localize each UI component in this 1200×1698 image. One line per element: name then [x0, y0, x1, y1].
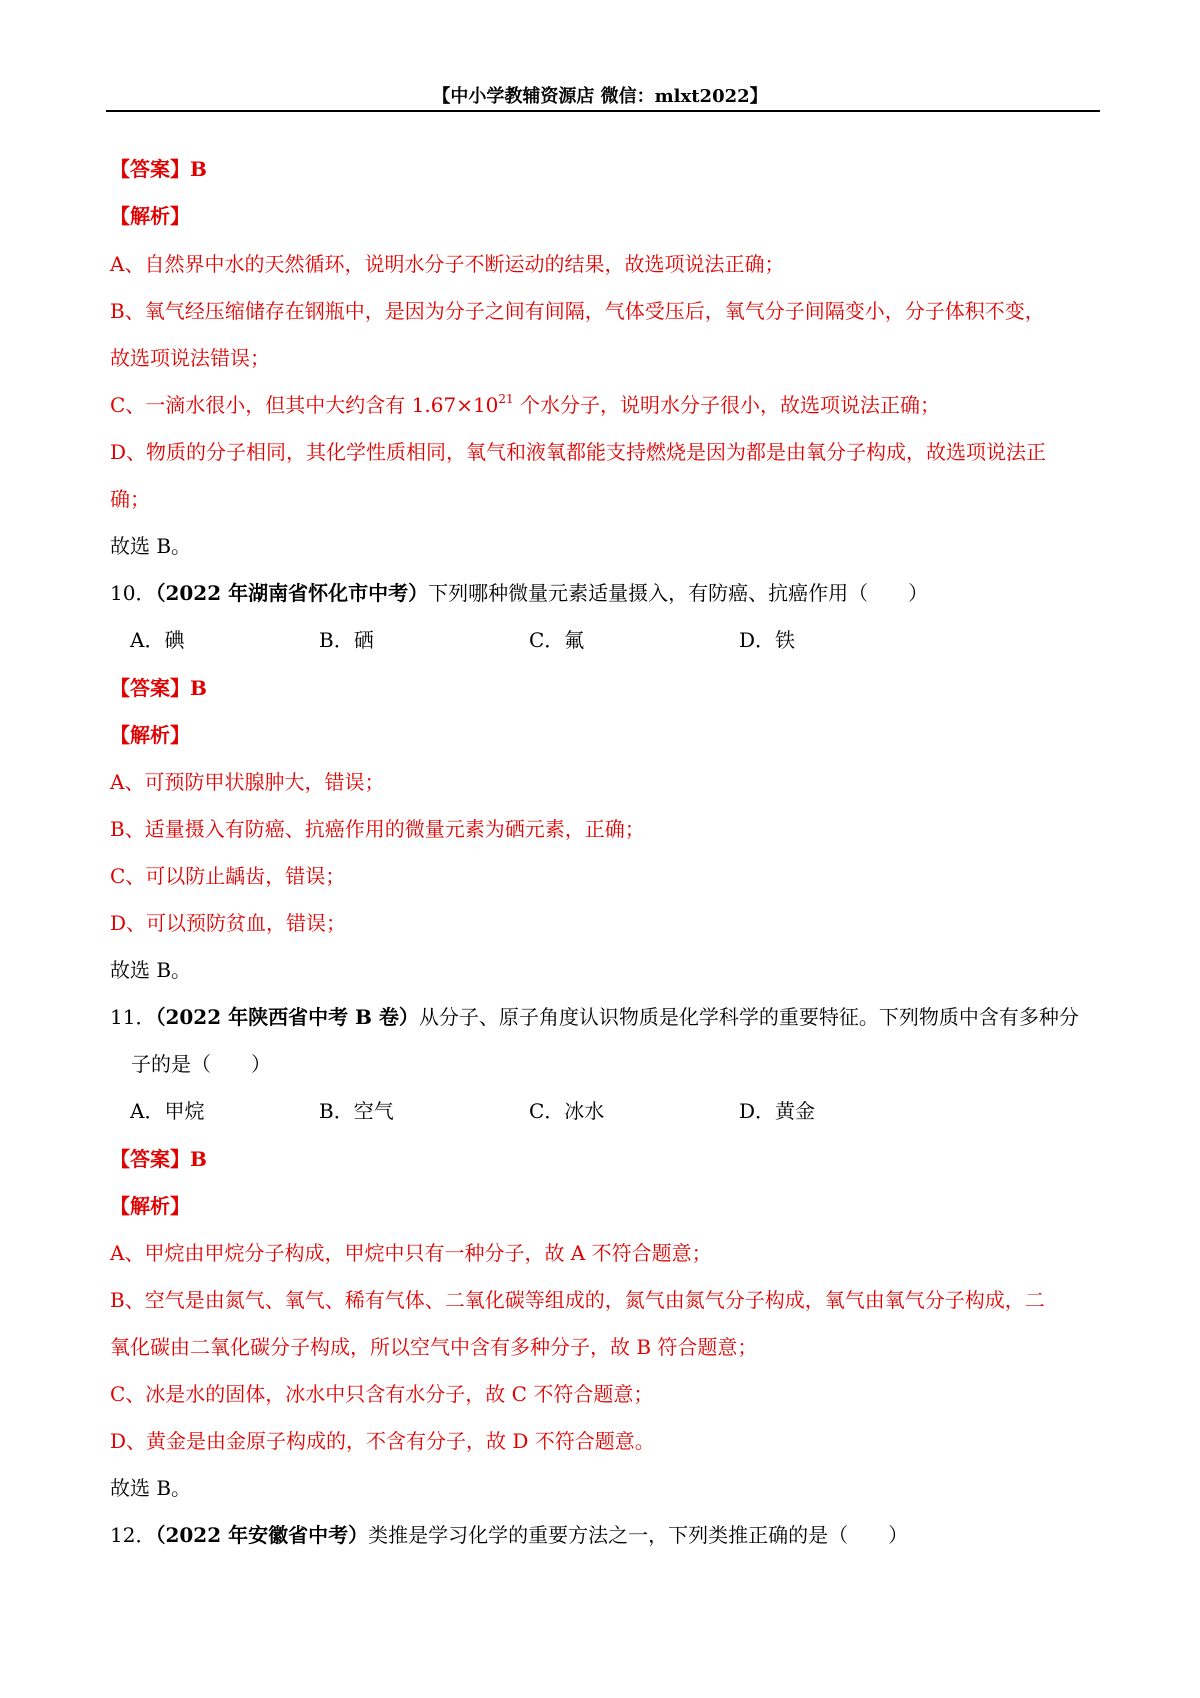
- q10-stem: [110, 580, 928, 606]
- q10-option-a: A．碘: [130, 628, 185, 652]
- q10-option-c: C．氟: [529, 628, 585, 652]
- q11-option-d: D．黄金: [739, 1099, 816, 1123]
- q12-stem: [110, 1522, 908, 1548]
- q11-option-a: A．甲烷: [130, 1099, 205, 1123]
- q11-answer: 【答案】B: [110, 1147, 207, 1171]
- q9-analysis-line-c: [110, 392, 940, 418]
- q10-text: 下列哪种微量元素适量摄入，有防癌、抗癌作用（ ）: [428, 581, 929, 605]
- q10-option-d: D．铁: [739, 628, 796, 652]
- q10-answer: 【答案】B: [110, 676, 207, 700]
- q9-line-c-exponent: 21: [498, 392, 514, 406]
- q9-line-c-pre: C、一滴水很小，但其中大约含有 1.67×10: [110, 393, 499, 417]
- q10-analysis-line: C、可以防止龋齿，错误；: [110, 864, 346, 888]
- q9-line-c-post: 个水分子，说明水分子很小，故选项说法正确；: [513, 393, 941, 417]
- q12-number: 12．: [110, 1523, 156, 1547]
- q11-analysis-line: 氧化碳由二氧化碳分子构成，所以空气中含有多种分子，故 B 符合题意；: [110, 1335, 758, 1359]
- q11-analysis-line: A、甲烷由甲烷分子构成，甲烷中只有一种分子，故 A 不符合题意；: [110, 1241, 712, 1265]
- q11-stem-cont: 子的是（ ）: [131, 1052, 271, 1076]
- page-header: 【中小学教辅资源店 微信：mlxt2022】: [432, 86, 768, 107]
- q12-text: 类推是学习化学的重要方法之一，下列类推正确的是（ ）: [368, 1523, 909, 1547]
- q9-analysis-line: 故选项说法错误；: [110, 346, 270, 370]
- q10-source: （2022 年湖南省怀化市中考）: [155, 581, 429, 605]
- q10-number: 10．: [110, 581, 156, 605]
- q12-source: （2022 年安徽省中考）: [155, 1523, 369, 1547]
- q11-option-b: B．空气: [319, 1099, 394, 1123]
- q10-option-b: B．硒: [319, 628, 374, 652]
- q10-analysis-line: D、可以预防贫血，错误；: [110, 911, 347, 935]
- q10-analysis-line: A、可预防甲状腺肿大，错误；: [110, 770, 385, 794]
- q9-answer: 【答案】B: [110, 157, 207, 181]
- q11-number: 11．: [110, 1005, 156, 1029]
- q11-option-c: C．冰水: [529, 1099, 605, 1123]
- header-divider: [106, 110, 1100, 112]
- q11-analysis-label: 【解析】: [110, 1194, 190, 1218]
- q11-text: 从分子、原子角度认识物质是化学科学的重要特征。下列物质中含有多种分: [418, 1005, 1079, 1029]
- q11-source: （2022 年陕西省中考 B 卷）: [155, 1005, 419, 1029]
- q9-analysis-label: 【解析】: [110, 204, 190, 228]
- q9-analysis-line-d1: D、物质的分子相同，其化学性质相同，氧气和液氧都能支持燃烧是因为都是由氧分子构成，故选项说法正: [110, 440, 1047, 464]
- q9-analysis-line: B、氧气经压缩储存在钢瓶中，是因为分子之间有间隔，气体受压后，氧气分子间隔变小，分子体积不变，: [110, 299, 1045, 323]
- q10-conclusion: 故选 B。: [110, 958, 192, 982]
- q9-analysis-line-d2: 确；: [110, 487, 150, 511]
- q11-stem: [110, 1004, 1079, 1030]
- q9-analysis-line: A、自然界中水的天然循环，说明水分子不断运动的结果，故选项说法正确；: [110, 252, 785, 276]
- q11-analysis-line: D、黄金是由金原子构成的，不含有分子，故 D 不符合题意。: [110, 1429, 655, 1453]
- q11-conclusion: 故选 B。: [110, 1476, 192, 1500]
- q9-conclusion: 故选 B。: [110, 534, 192, 558]
- q10-analysis-label: 【解析】: [110, 723, 190, 747]
- q11-analysis-line: B、空气是由氮气、氧气、稀有气体、二氧化碳等组成的，氮气由氮气分子构成，氧气由氧气分子构成，二: [110, 1288, 1045, 1312]
- q11-analysis-line: C、冰是水的固体，冰水中只含有水分子，故 C 不符合题意；: [110, 1382, 654, 1406]
- q10-analysis-line: B、适量摄入有防癌、抗癌作用的微量元素为硒元素，正确；: [110, 817, 645, 841]
